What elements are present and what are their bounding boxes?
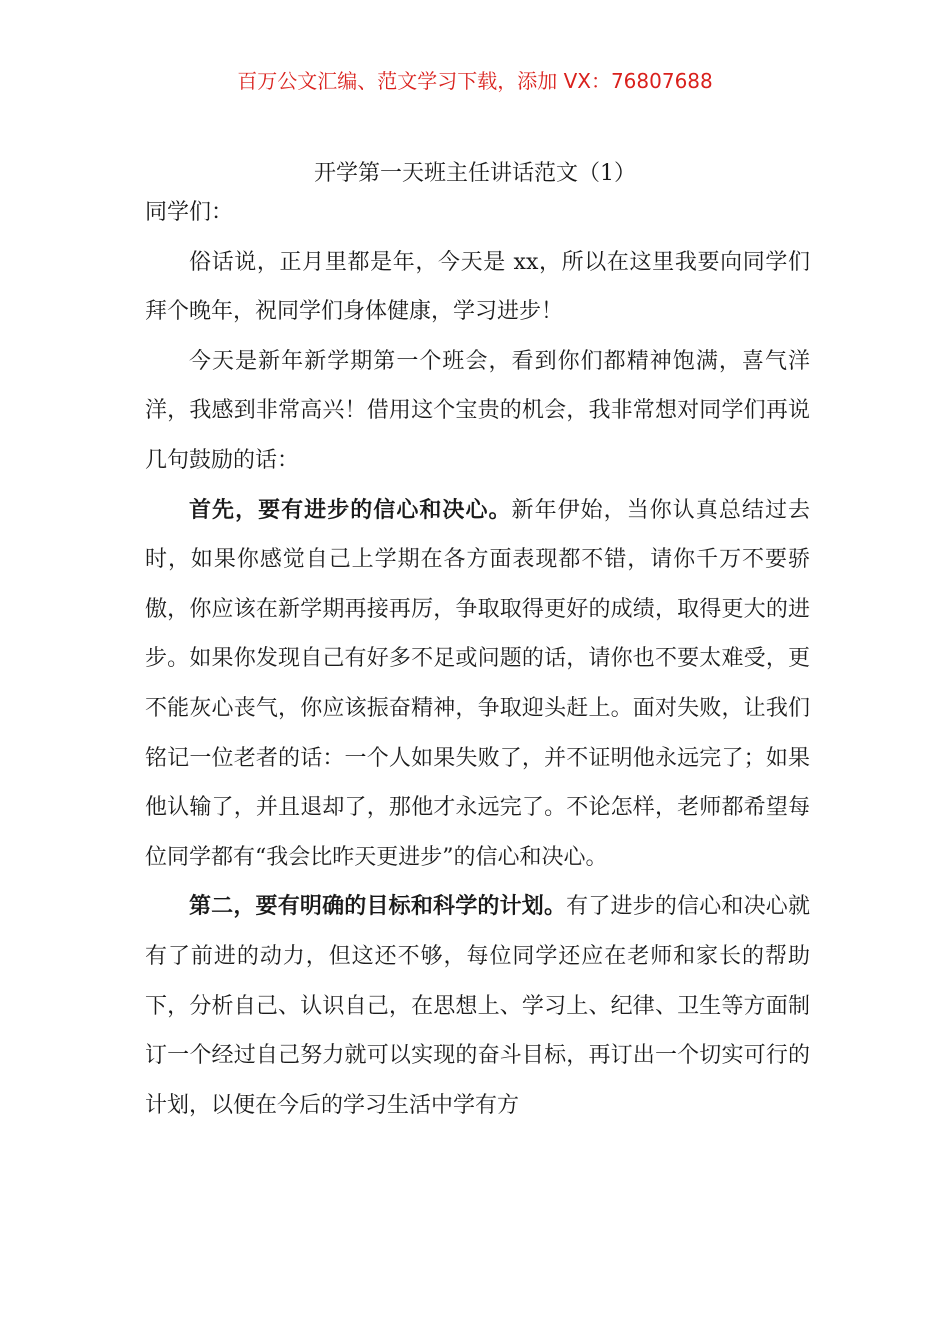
paragraph-1-text: 俗话说，正月里都是年，今天是 xx，所以在这里我要向同学们拜个晚年，祝同学们身体健康，学习进步！ — [145, 249, 810, 325]
header-note: 百万公文汇编、范文学习下载，添加 VX：76807688 — [237, 69, 713, 93]
paragraph-4-text: 有了进步的信心和决心就有了前进的动力，但这还不够，每位同学还应在老师和家长的帮助下，分析自己、认识自己，在思想上、学习上、纪律、卫生等方面制订一个经过自己努力就可以实现的奋斗目标，再订出一个切实可行的计划，以便在今后的学习生活中学有方 — [145, 894, 810, 1118]
paragraph-4 — [145, 882, 810, 1130]
paragraph-2-text: 今天是新年新学期第一个班会，看到你们都精神饱满，喜气洋洋，我感到非常高兴！借用这个宝贵的机会，我非常想对同学们再说几句鼓励的话： — [145, 348, 810, 473]
paragraph-3-text: 新年伊始，当你认真总结过去时，如果你感觉自己上学期在各方面表现都不错，请你千万不要骄傲，你应该在新学期再接再厉，争取取得更好的成绩，取得更大的进步。如果你发现自己有好多不足或问题的话，请你也不要太难受，更不能灰心丧气，你应该振奋精神，争取迎头赶上。面对失败，让我们铭记一位老者的话：一个人如果失败了，并不证明他永远完了；如果他认输了，并且退却了，那他才永远完了。不论怎样，老师都希望每位同学都有“我会比昨天更进步”的信心和决心。 — [145, 497, 810, 870]
paragraph-3 — [145, 486, 810, 883]
document-body — [145, 188, 810, 1130]
salutation: 同学们： — [145, 200, 234, 225]
paragraph-2 — [145, 337, 810, 486]
paragraph-1 — [145, 238, 810, 337]
document-title: 开学第一天班主任讲话范文（1） — [314, 161, 636, 186]
paragraph-3-lead: 首先，要有进步的信心和决心。 — [189, 496, 512, 523]
paragraph-4-lead: 第二，要有明确的目标和科学的计划。 — [189, 893, 567, 920]
